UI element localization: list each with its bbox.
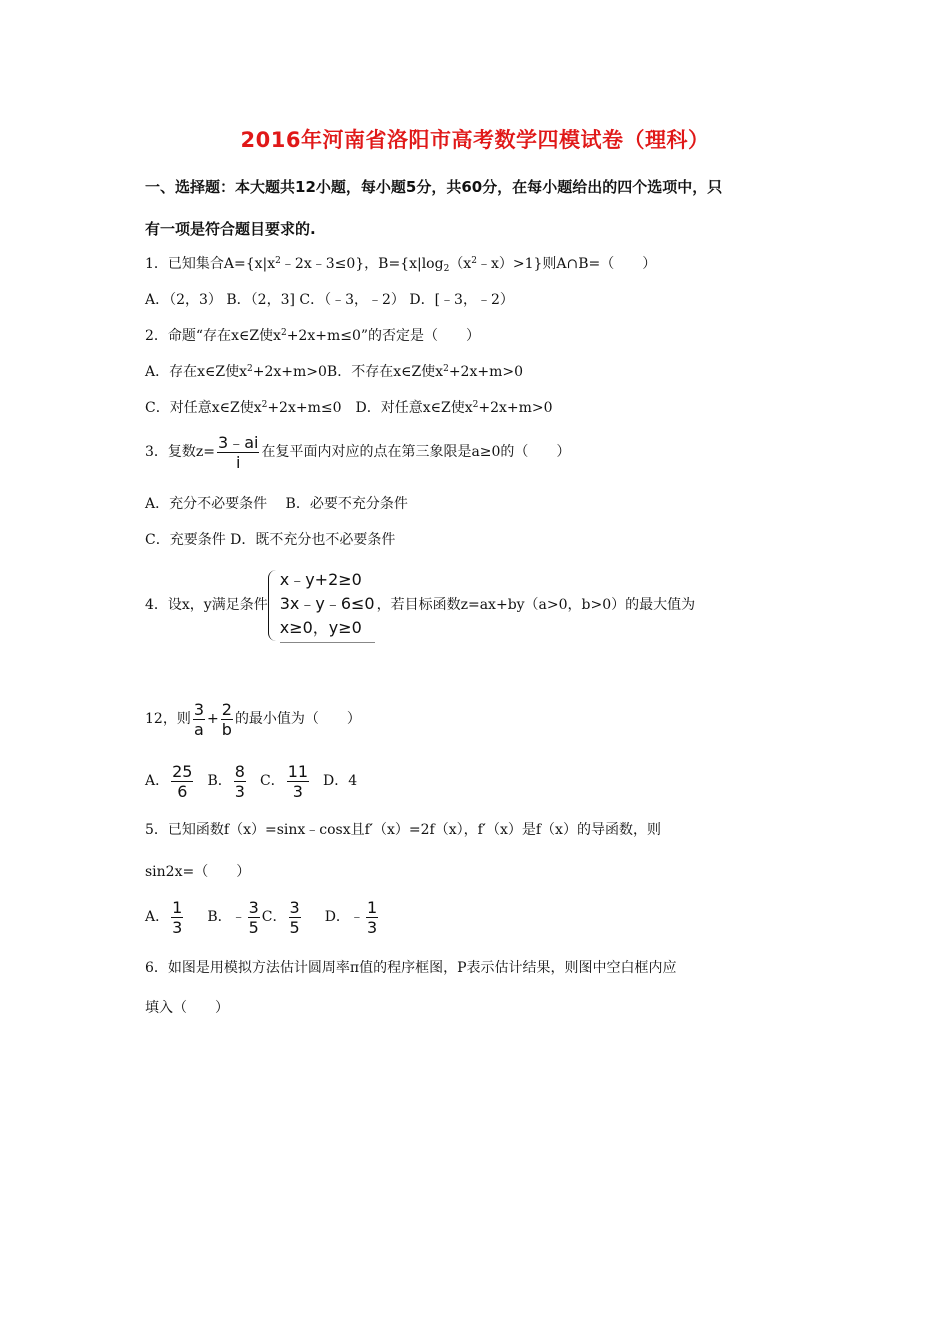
fraction: $\frac{3}{5}$ [289, 897, 300, 937]
question-6-stem: 6．如图是用模拟方法估计圆周率π值的程序框图，P表示估计结果，则图中空白框内应 [145, 960, 677, 976]
fraction: $\frac{3﹣ai}{i}$ [218, 432, 259, 472]
question-5-options: A． $\frac{1}{3}$ B．﹣ $\frac{3}{5}$ C． $\frac{3}{5}$ D．﹣ $\frac{1}{3}$ [145, 897, 378, 937]
question-2-options-ab: A．存在x∈Z使$x^2+2x+m>0B$．不存在x∈Z使$x^2+2x+m>0$ [145, 364, 524, 380]
question-4-options: A． $\frac{25}{6}$ B． $\frac{8}{3}$ C． $\frac{11}{3}$ D．4 [145, 761, 358, 801]
fraction: $\frac{2}{b}$ [221, 699, 232, 739]
question-6-stem-cont: 填入（ ） [145, 1000, 229, 1016]
fraction: $\frac{3}{5}$ [248, 897, 259, 937]
question-3-options-cd: C．充要条件 D．既不充分也不必要条件 [145, 532, 396, 548]
left-brace [268, 570, 277, 641]
fraction: $\frac{11}{3}$ [287, 761, 309, 801]
section-heading-line2: 有一项是符合题目要求的. [145, 220, 316, 238]
fraction: $\frac{1}{3}$ [366, 897, 378, 937]
question-1-options: A．（2，3） B．（2，3] C．（﹣3，﹣2） D．[﹣3，﹣2） [145, 292, 514, 308]
fraction: $\frac{3}{a}$ [193, 699, 205, 739]
question-4-stem: 4．设x，y满足条件 x﹣y+2≥0 3x﹣y﹣6≤0 x≥0，y≥0 ，若目标函数z=ax+by（a>0，b>0）的最大值为 [145, 560, 695, 650]
fraction: $\frac{8}{3}$ [234, 761, 245, 801]
question-5-stem-cont: sin2x=（ ） [145, 864, 251, 880]
fraction: $\frac{25}{6}$ [172, 761, 193, 801]
question-2-options-cd: C．对任意x∈Z使$x^2+2x+m\le 0$ D．对任意x∈Z使$x^2+2x+m>0$ [145, 400, 553, 416]
question-3-options-ab: A．充分不必要条件 B．必要不充分条件 [145, 496, 408, 512]
question-5-stem: 5．已知函数f（x）=sinx﹣cosx且f′（x）=2f（x），f′（x）是f（x）的导函数，则 [145, 822, 661, 838]
question-4-stem-cont: 12，则 $\frac{3}{a}$ + $\frac{2}{b}$ 的最小值为（ ） [145, 699, 361, 739]
page-title: 2016年河南省洛阳市高考数学四模试卷（理科） [240, 128, 710, 152]
question-2-stem: 2．命题“存在x∈Z使$x^2+2x+m\le 0$”的否定是（ ） [145, 328, 481, 344]
equation-system: x﹣y+2≥0 3x﹣y﹣6≤0 x≥0，y≥0 [268, 568, 375, 643]
question-1-stem: 1．已知集合$A=\{x|x^2﹣2x﹣3\le 0\}$，$B=\{x|\log_2(x^2﹣x)>1\}$则A∩B=（ ） [145, 256, 657, 274]
section-heading-line1: 一、选择题：本大题共12小题，每小题5分，共60分，在每小题给出的四个选项中，只 [145, 178, 723, 196]
question-3-stem: 3．复数z= $\frac{3﹣ai}{i}$ 在复平面内对应的点在第三象限是a≥0的（ ） [145, 432, 571, 472]
fraction: $\frac{1}{3}$ [172, 897, 183, 937]
